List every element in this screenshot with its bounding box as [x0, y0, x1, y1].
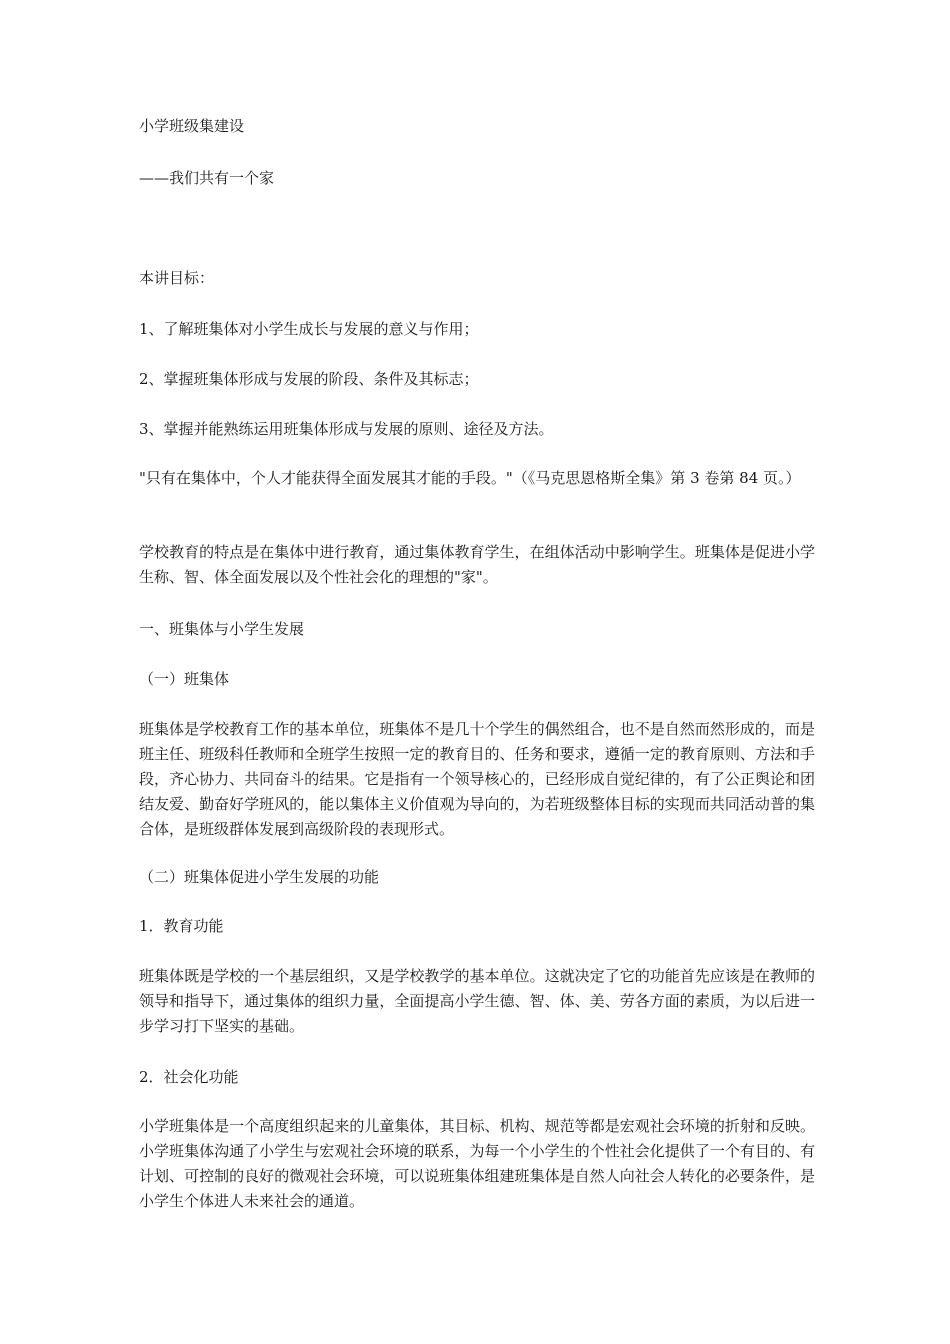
subsection-heading: （二）班集体促进小学生发展的功能 [139, 868, 380, 886]
intro-paragraph: 学校教育的特点是在集体中进行教育，通过集体教育学生，在组体活动中影响学生。班集体是促进小学生称、智、体全面发展以及个性社会化的理想的"家"。 [139, 543, 815, 586]
document-title: 小学班级集建设 [139, 117, 245, 135]
goal-item: 3、掌握并能熟练运用班集体形成与发展的原则、途径及方法。 [139, 420, 554, 438]
quote-paragraph: "只有在集体中，个人才能获得全面发展其才能的手段。"（《马克思恩格斯全集》第 3 卷第 84 页。） [139, 469, 801, 487]
section-heading: 一、班集体与小学生发展 [139, 620, 305, 638]
goal-item: 2、掌握班集体形成与发展的阶段、条件及其标志； [139, 370, 479, 388]
function-heading: 1．教育功能 [139, 917, 224, 935]
goal-item: 1、了解班集体对小学生成长与发展的意义与作用； [139, 320, 479, 338]
goals-heading: 本讲目标： [139, 269, 215, 287]
subsection-heading: （一）班集体 [139, 670, 230, 688]
body-paragraph: 小学班集体是一个高度组织起来的儿童集体，其目标、机构、规范等都是宏观社会环境的折射和反映。小学班集体沟通了小学生与宏观社会环境的联系，为每一个小学生的个性社会化提供了一个有目的、有计划、可控制的良好的微观社会环境，可以说班集体组建班集体是自然人向社会人转化的必要条件，是小学生个体进人未来社会的通道。 [139, 1117, 815, 1210]
document-subtitle: ——我们共有一个家 [139, 169, 275, 187]
body-paragraph: 班集体既是学校的一个基层组织，又是学校教学的基本单位。这就决定了它的功能首先应该是在教师的领导和指导下，通过集体的组织力量，全面提高小学生德、智、体、美、劳各方面的素质，为以后进一步学习打下坚实的基础。 [139, 967, 815, 1035]
body-paragraph: 班集体是学校教育工作的基本单位，班集体不是几十个学生的偶然组合，也不是自然而然形成的，而是班主任、班级科任教师和全班学生按照一定的教育目的、任务和要求，遵循一定的教育原则、方法和手段，齐心协力、共同奋斗的结果。它是指有一个领导核心的，已经形成自觉纪律的，有了公正舆论和团结友爱、勤奋好学班风的，能以集体主义价值观为导向的，为若班级整体目标的实现而共同活动普的集合体，是班级群体发展到高级阶段的表现形式。 [139, 720, 815, 838]
function-heading: 2．社会化功能 [139, 1068, 239, 1086]
